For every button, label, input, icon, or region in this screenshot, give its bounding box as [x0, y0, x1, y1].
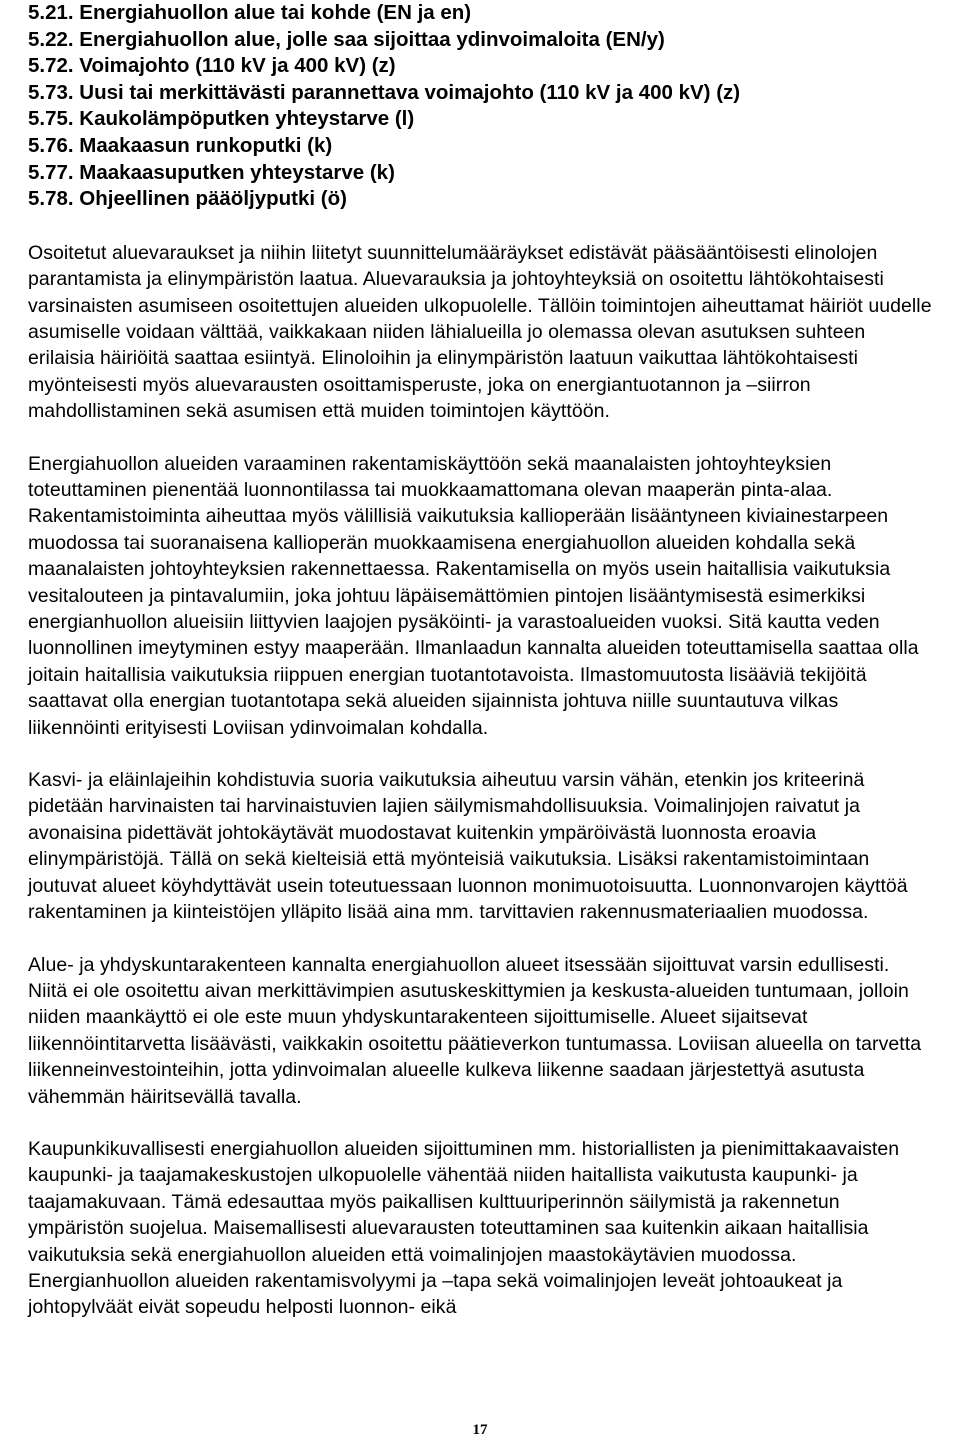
- paragraph-flora-fauna: Kasvi- ja eläinlajeihin kohdistuvia suoria vaikutuksia aiheutuu varsin vähän, etenkin jos kriteerinä pidetään harvinaisten tai harvinaistuvien lajien säilymismahdollisuuksia. Voimalinjojen raivatut ja avonaisina pidettävät johtokäytävät muodostavat kuitenkin ympäröivästä luonnosta eroavia elinympäristöjä. Tällä on sekä kielteisiä että myönteisiä vaikutuksia. Lisäksi rakentamistoimintaan joutuvat alueet köyhdyttävät usein toteutuessaan luonnon monimuotoisuutta. Luonnonvarojen käyttöä rakentaminen ja kiinteistöjen ylläpito lisää aina mm. tarvittavien rakennusmateriaalien muodossa.: [28, 769, 908, 924]
- paragraph-townscape: Kaupunkikuvallisesti energiahuollon alueiden sijoittuminen mm. historiallisten ja pienimittakaavaisten kaupunki- ja taajamakeskustojen ulkopuolelle vähentää niiden haitallista vaikutusta kaupunki- ja taajamakuvaan. Tämä edesauttaa myös paikallisen kulttuuriperinnön säilymistä ja rakennetun ympäristön suojelua. Maisemallisesti aluevarausten toteuttaminen saa kuitenkin aikaan haitallisia vaikutuksia sekä energiahuollon alueiden että voimalinjojen maastokäytävien muodossa. Energianhuollon alueiden rakentamisvolyymi ja –tapa sekä voimalinjojen leveät johtoaukeat ja johtopylväät eivät sopeudu helposti luonnon- eikä: [28, 1137, 900, 1319]
- section-headings: [28, 0, 932, 213]
- section-heading-5-75: 5.75. Kaukolämpöputken yhteystarve (l): [28, 107, 415, 131]
- paragraph-living-conditions: Osoitetut aluevaraukset ja niihin liitetyt suunnittelumääräykset edistävät pääsääntöisesti elinolojen parantamista ja elinympäristön laatua. Aluevarauksia ja johtoyhteyksiä on osoitettu lähtökohtaisesti varsinaisten asumiseen osoitettujen alueiden ulkopuolelle. Tällöin toimintojen aiheuttamat häiriöt uudelle asumiselle voidaan välttää, vaikkakaan niiden lähialueilla jo olemassa olevan asutuksen suhteen erilaisia häiriöitä saattaa esiintyä. Elinoloihin ja elinympäristön laatuun vaikuttaa lähtökohtaisesti myönteisesti myös aluevarausten osoittamisperuste, joka on energiantuotannon ja –siirron mahdollistaminen sekä asumisen että muiden toimintojen käyttöön.: [28, 241, 932, 423]
- section-heading-5-72: 5.72. Voimajohto (110 kV ja 400 kV) (z): [28, 54, 396, 78]
- page-number: 17: [472, 1422, 488, 1438]
- section-heading-5-77: 5.77. Maakaasuputken yhteystarve (k): [28, 160, 395, 184]
- section-heading-5-78: 5.78. Ohjeellinen pääöljyputki (ö): [28, 187, 347, 211]
- section-heading-5-21: 5.21. Energiahuollon alue tai kohde (EN ja en): [28, 1, 472, 24]
- section-heading-5-22: 5.22. Energiahuollon alue, jolle saa sijoittaa ydinvoimaloita (EN/y): [28, 27, 665, 51]
- paragraph-soil-and-water: Energiahuollon alueiden varaaminen rakentamiskäyttöön sekä maanalaisten johtoyhteyksien toteuttaminen pienentää luonnontilassa tai muokkaamattomana olevan maaperän pinta-alaa. Rakentamistoiminta aiheuttaa myös välillisiä vaikutuksia kallioperään lisääntyneen kiviainestarpeen muodossa tai suoranaisena kallioperän muokkaamisena energiahuollon alueiden kohdalla sekä maanalaisten johtoyhteyksien rakennettaessa. Rakentamisella on myös usein haitallisia vaikutuksia vesitalouteen ja pintavalumiin, joka johtuu läpäisemättömien pintojen lisääntymisestä esimerkiksi energianhuollon alueisiin liittyvien laajojen pysäköinti- ja varastoalueiden vuoksi. Sitä kautta veden luonnollinen imeytyminen estyy maaperään. Ilmanlaadun kannalta alueiden toteuttamisella saattaa olla joitain haitallisia vaikutuksia riippuen energian tuotantotavoista. Ilmastomuutosta lisääviä tekijöitä saattavat olla energian tuotantotapa sekä alueiden sijainnista johtuva niille suuntautuva vilkas liikennöinti erityisesti Loviisan ydinvoimalan kohdalla.: [28, 452, 919, 739]
- paragraph-regional-structure: Alue- ja yhdyskuntarakenteen kannalta energiahuollon alueet itsessään sijoittuvat varsin edullisesti. Niitä ei ole osoitettu aivan merkittävimpien asutuskeskittymien ja keskusta-alueiden tuntumaan, jolloin niiden maankäyttö ei ole este muun yhdyskuntarakenteen sijoittumiselle. Alueet sijaitsevat liikennöintitarvetta lisäävästi, vaikkakin osoitettu päätieverkon tuntumassa. Loviisan alueella on tarvetta liikenneinvestointeihin, jotta ydinvoimalan alueelle kulkeva liikenne saadaan järjestettyä asutusta vähemmän häiritsevällä tavalla.: [28, 953, 922, 1108]
- section-heading-5-73: 5.73. Uusi tai merkittävästi parannettava voimajohto (110 kV ja 400 kV) (z): [28, 80, 741, 104]
- section-heading-5-76: 5.76. Maakaasun runkoputki (k): [28, 133, 333, 157]
